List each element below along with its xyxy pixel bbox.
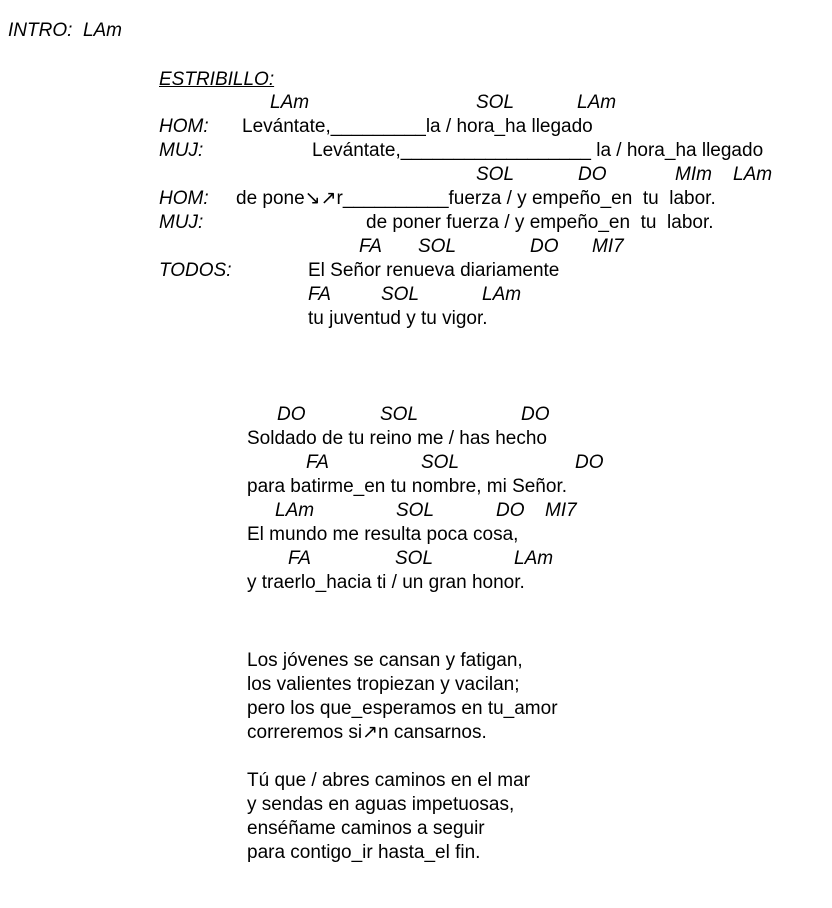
chord: MI7 — [592, 236, 624, 257]
lyric-line: para contigo_ir hasta_el fin. — [247, 842, 481, 863]
chord: SOL — [418, 236, 457, 257]
lyric-line: los valientes tropiezan y vacilan; — [247, 674, 520, 695]
lyric-line: Levántate,__________________ la / hora_ha llegado — [312, 140, 764, 161]
chord: DO — [575, 452, 604, 473]
voice-label-hom: HOM: — [159, 116, 209, 137]
chord: DO — [277, 404, 306, 425]
chord: SOL — [381, 284, 420, 305]
lyric-line: y sendas en aguas impetuosas, — [247, 794, 515, 815]
estribillo-heading: ESTRIBILLO: — [159, 69, 275, 90]
lyric-line: de pone↘↗r__________fuerza / y empeño_en tu labor. — [236, 188, 716, 209]
voice-label-hom: HOM: — [159, 188, 209, 209]
chord: DO — [530, 236, 559, 257]
chord: MIm — [675, 164, 712, 185]
lyric-line: Tú que / abres caminos en el mar — [247, 770, 531, 791]
voice-label-muj: MUJ: — [159, 212, 204, 233]
lyric-line: tu juventud y tu vigor. — [308, 308, 488, 329]
lyric-line: pero los que_esperamos en tu_amor — [247, 698, 558, 719]
chord: SOL — [476, 164, 515, 185]
voice-label-todos: TODOS: — [159, 260, 232, 281]
chord: LAm — [270, 92, 310, 113]
chord: SOL — [380, 404, 419, 425]
lyric-line: Soldado de tu reino me / has hecho — [247, 428, 547, 449]
chord: FA — [359, 236, 382, 257]
chord: DO — [578, 164, 607, 185]
chord: FA — [288, 548, 311, 569]
chord: LAm — [577, 92, 617, 113]
chord: FA — [308, 284, 331, 305]
lyric-line: El Señor renueva diariamente — [308, 260, 560, 281]
lyric-line: y traerlo_hacia ti / un gran honor. — [247, 572, 525, 593]
lyric-line: para batirme_en tu nombre, mi Señor. — [247, 476, 568, 497]
chord: LAm — [514, 548, 554, 569]
lyric-line: enséñame caminos a seguir — [247, 818, 485, 839]
lyric-line: Levántate,_________la / hora_ha llegado — [242, 116, 593, 137]
chord: LAm — [733, 164, 773, 185]
lyric-line: de poner fuerza / y empeño_en tu labor. — [366, 212, 714, 233]
chord: SOL — [421, 452, 460, 473]
chord: DO — [521, 404, 550, 425]
lyric-line: correremos si↗n cansarnos. — [247, 722, 487, 743]
chord: LAm — [275, 500, 315, 521]
chord: FA — [306, 452, 329, 473]
lyric-line: El mundo me resulta poca cosa, — [247, 524, 519, 545]
chord: SOL — [476, 92, 515, 113]
chord: SOL — [395, 548, 434, 569]
lyric-line: Los jóvenes se cansan y fatigan, — [247, 650, 523, 671]
voice-label-muj: MUJ: — [159, 140, 204, 161]
intro-label: INTRO: LAm — [8, 20, 123, 41]
chord: MI7 — [545, 500, 577, 521]
chord: SOL — [396, 500, 435, 521]
chord: DO — [496, 500, 525, 521]
chord: LAm — [482, 284, 522, 305]
